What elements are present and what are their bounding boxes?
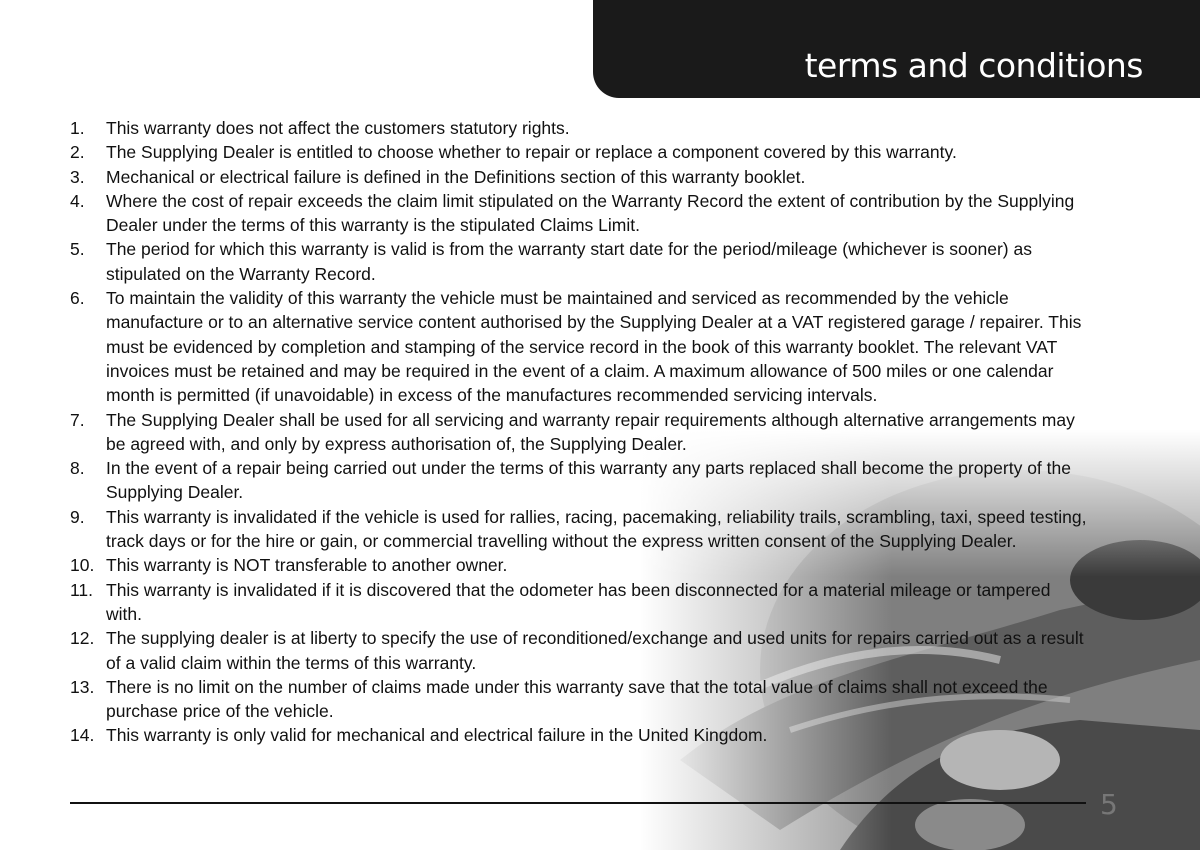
item-text: Mechanical or electrical failure is defined in the Definitions section of this warranty booklet. [106, 166, 806, 187]
item-text: To maintain the validity of this warranty the vehicle must be maintained and serviced as recommended by the vehicle manufacture or to an alternative service content authorised by the Supplying Dealer at a VAT registered garage / repairer. This must be evidenced by completion and stamping of the service record in the book of this warranty booklet. The relevant VAT invoices must be retained and may be required in the event of a claim. A maximum allowance of 500 miles or one calendar month is permitted (if unavoidable) in excess of the manufactures recommended servicing intervals. [106, 288, 1082, 406]
item-number: 14. [70, 725, 95, 746]
item-number: 6. [70, 288, 85, 309]
item-number: 2. [70, 142, 85, 163]
item-text: This warranty is invalidated if it is discovered that the odometer has been disconnected for a material mileage or tampered with. [106, 579, 1051, 624]
list-item [70, 140, 1090, 164]
item-number: 12. [70, 628, 95, 649]
item-text: Where the cost of repair exceeds the claim limit stipulated on the Warranty Record the extent of contribution by the Supplying Dealer under the terms of this warranty is the stipulated Claims Limit. [106, 190, 1075, 236]
list-item [70, 675, 1090, 724]
terms-list [70, 116, 1090, 748]
item-text: The period for which this warranty is valid is from the warranty start date for the period/mileage (whichever is sooner) as stipulated on the Warranty Record. [106, 239, 1032, 284]
item-number: 8. [70, 458, 85, 479]
item-text: The Supplying Dealer is entitled to choose whether to repair or replace a component covered by this warranty. [106, 142, 957, 163]
item-number: 7. [70, 409, 85, 430]
item-number: 3. [70, 166, 85, 187]
item-number: 1. [70, 118, 85, 138]
item-number: 10. [70, 555, 95, 576]
list-item [70, 165, 1090, 189]
item-number: 5. [70, 239, 85, 260]
item-text: This warranty is invalidated if the vehicle is used for rallies, racing, pacemaking, reliability trails, scrambling, taxi, speed testing, track days or for the hire or gain, or commercial travelling without the express written consent of the Supplying Dealer. [106, 506, 1087, 552]
list-item [70, 189, 1090, 238]
page-number: 5 [1100, 788, 1118, 821]
page-title: terms and conditions [804, 46, 1143, 85]
item-text: This warranty is only valid for mechanical and electrical failure in the United Kingdom. [106, 725, 768, 746]
list-item [70, 553, 1090, 577]
item-text: The supplying dealer is at liberty to specify the use of reconditioned/exchange and used units for repairs carried out as a result of a valid claim within the terms of this warranty. [106, 628, 1084, 673]
list-item [70, 456, 1090, 505]
header-tab [593, 0, 1200, 98]
item-number: 9. [70, 506, 85, 527]
item-text: There is no limit on the number of claims made under this warranty save that the total value of claims shall not exceed the purchase price of the vehicle. [106, 676, 1048, 722]
item-text: This warranty is NOT transferable to another owner. [106, 555, 508, 576]
list-item [70, 116, 1090, 140]
list-item [70, 626, 1090, 675]
list-item [70, 286, 1090, 407]
item-number: 4. [70, 190, 85, 211]
item-number: 13. [70, 676, 95, 697]
list-item [70, 578, 1090, 627]
list-item [70, 408, 1090, 457]
list-item [70, 237, 1090, 286]
item-number: 11. [70, 579, 94, 600]
list-item [70, 723, 1090, 747]
list-item [70, 505, 1090, 554]
item-text: The Supplying Dealer shall be used for all servicing and warranty repair requirements although alternative arrangements may be agreed with, and only by express authorisation of, the Supplying Dealer. [106, 409, 1075, 454]
item-text: In the event of a repair being carried out under the terms of this warranty any parts replaced shall become the property of the Supplying Dealer. [106, 458, 1071, 503]
item-text: This warranty does not affect the customers statutory rights. [106, 118, 570, 138]
footer-divider [70, 802, 1086, 804]
